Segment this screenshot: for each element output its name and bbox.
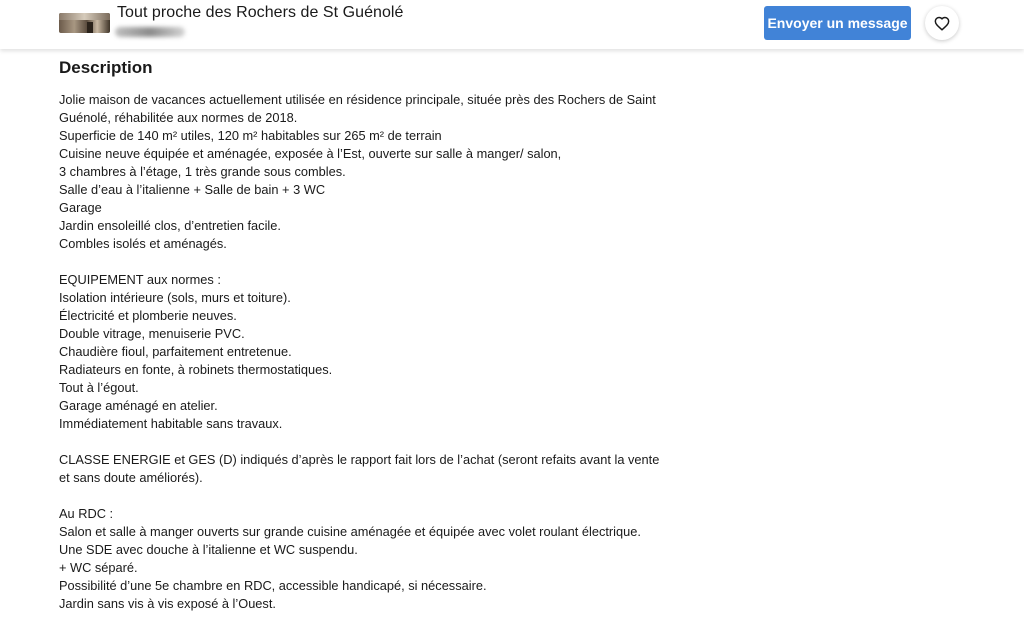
description-line: Salon et salle à manger ouverts sur grande cuisine aménagée et équipée avec volet roulant électrique. [59, 524, 641, 539]
listing-header-bar [0, 0, 1024, 49]
thumbnail-door [87, 22, 93, 33]
listing-title: Tout proche des Rochers de St Guénolé [117, 4, 404, 21]
description-line: + WC séparé. [59, 560, 138, 575]
description-line: Garage [59, 200, 102, 215]
description-title: Description [59, 58, 153, 77]
paragraph-gap [59, 487, 659, 505]
description-line: Une SDE avec douche à l’italienne et WC suspendu. [59, 542, 358, 557]
description-line: Garage aménagé en atelier. [59, 398, 218, 413]
heart-icon [934, 16, 950, 31]
description-line: Combles isolés et aménagés. [59, 236, 227, 251]
blurred-price [115, 27, 185, 37]
send-message-button[interactable]: Envoyer un message [764, 6, 911, 40]
paragraph-gap [59, 253, 659, 271]
description-line: Jardin sans vis à vis exposé à l’Ouest. [59, 596, 276, 611]
description-section [59, 57, 660, 611]
favorite-button[interactable] [925, 6, 959, 40]
description-line: Au RDC : [59, 506, 114, 521]
description-line: et sans doute améliorés). [59, 470, 203, 485]
description-line: Double vitrage, menuiserie PVC. [59, 326, 245, 341]
description-line: Possibilité d’une 5e chambre en RDC, accessible handicapé, si nécessaire. [59, 578, 487, 593]
description-line: Chaudière fioul, parfaitement entretenue. [59, 344, 292, 359]
description-line: Cuisine neuve équipée et aménagée, exposée à l’Est, ouverte sur salle à manger/ salon, [59, 146, 562, 161]
description-line: Immédiatement habitable sans travaux. [59, 416, 283, 431]
description-line: EQUIPEMENT aux normes : [59, 272, 221, 287]
listing-thumbnail[interactable] [59, 13, 110, 33]
description-line: Isolation intérieure (sols, murs et toiture). [59, 290, 291, 305]
description-line: Électricité et plomberie neuves. [59, 308, 237, 323]
paragraph-gap [59, 433, 659, 451]
thumbnail-roof [59, 13, 110, 20]
description-line: Guénolé, réhabilitée aux normes de 2018. [59, 110, 298, 125]
description-line: Radiateurs en fonte, à robinets thermostatiques. [59, 362, 333, 377]
description-line: 3 chambres à l’étage, 1 très grande sous combles. [59, 164, 346, 179]
description-line: Jolie maison de vacances actuellement utilisée en résidence principale, située près des Rochers de Saint [59, 92, 656, 107]
description-line: CLASSE ENERGIE et GES (D) indiqués d’après le rapport fait lors de l’achat (seront refaits avant la vente [59, 452, 660, 467]
description-line: Salle d’eau à l’italienne + Salle de bain + 3 WC [59, 182, 326, 197]
description-body [59, 91, 659, 613]
description-line: Jardin ensoleillé clos, d’entretien facile. [59, 218, 281, 233]
description-line: Superficie de 140 m² utiles, 120 m² habitables sur 265 m² de terrain [59, 128, 442, 143]
description-line: Tout à l’égout. [59, 380, 139, 395]
